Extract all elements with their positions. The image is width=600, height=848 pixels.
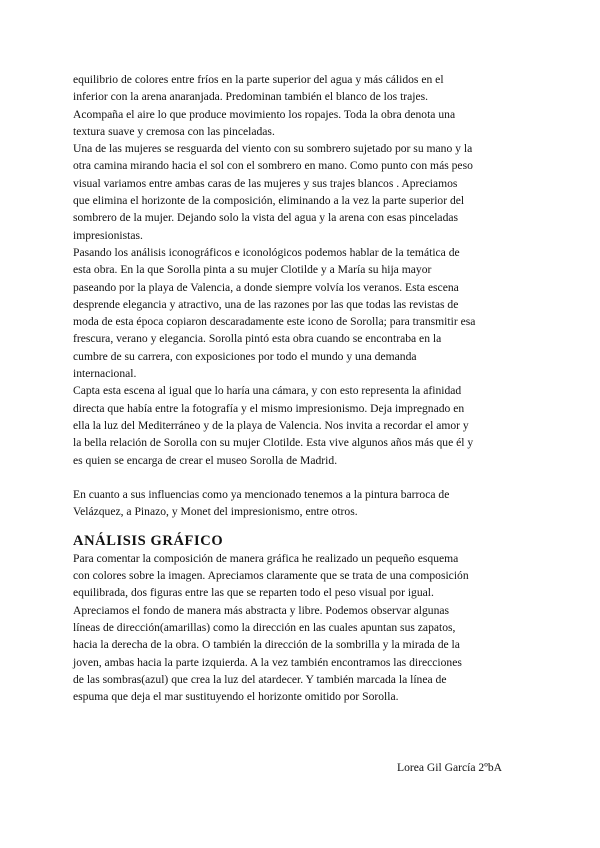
author-signature: Lorea Gil García 2ºbA [397, 761, 502, 774]
text-line: equilibrio de colores entre fríos en la parte superior del agua y más cálidos en el [73, 73, 444, 86]
text-line: equilibrada, dos figuras entre las que se reparten todo el peso visual por igual. [73, 586, 434, 600]
text-line: internacional. [73, 367, 137, 381]
text-line: inferior con la arena anaranjada. Predominan también el blanco de los trajes. [73, 90, 429, 104]
text-line: ella la luz del Mediterráneo y de la playa de Valencia. Nos invita a recordar el amor y [73, 418, 469, 432]
text-line: esta obra. En la que Sorolla pinta a su mujer Clotilde y a María su hija mayor [73, 263, 432, 277]
text-line: Pasando los análisis iconográficos e iconológicos podemos hablar de la temática de [73, 245, 460, 259]
text-line: En cuanto a sus influencias como ya mencionado tenemos a la pintura barroca de [73, 488, 450, 502]
text-line: cumbre de su carrera, con exposiciones por todo el mundo y una demanda [73, 349, 417, 363]
text-line: Apreciamos el fondo de manera más abstracta y libre. Podemos observar algunas [73, 603, 450, 617]
text-line: impresionistas. [73, 228, 143, 242]
text-line: que elimina el horizonte de la composición, eliminando a la vez la parte superior del [73, 194, 465, 208]
body-text [73, 71, 535, 705]
text-line: Acompaña el aire lo que produce movimiento los ropajes. Toda la obra denota una [73, 107, 456, 121]
paragraph-spacer [73, 469, 535, 486]
section-heading: ANÁLISIS GRÁFICO [73, 532, 224, 549]
text-line: de las sombras(azul) que crea la luz del atardecer. Y también marcada la línea de [73, 672, 447, 686]
text-line: paseando por la playa de Valencia, a donde siempre volvía los veranos. Esta escena [73, 280, 459, 294]
text-line: joven, ambas hacia la parte izquierda. A la vez también encontramos las direcciones [73, 655, 462, 669]
text-line: con colores sobre la imagen. Apreciamos claramente que se trata de una composición [73, 569, 469, 583]
text-line: desprende elegancia y atractivo, una de las razones por las que todas las revistas de [73, 297, 459, 311]
paragraph-camera [73, 382, 535, 468]
paragraph-iconography [73, 244, 535, 382]
text-line: Para comentar la composición de manera gráfica he realizado un pequeño esquema [73, 551, 459, 565]
text-line: Una de las mujeres se resguarda del viento con su sombrero sujetado por su mano y la [73, 142, 473, 156]
text-line: sombrero de la mujer. Dejando solo la vista del agua y la arena con esas pinceladas [73, 211, 459, 225]
text-line: líneas de dirección(amarillas) como la dirección en las cuales apuntan sus zapatos, [73, 620, 456, 634]
text-line: textura suave y cremosa con las pinceladas. [73, 124, 275, 138]
text-line: es quien se encarga de crear el museo Sorolla de Madrid. [73, 453, 338, 467]
text-line: visual variamos entre ambas caras de las mujeres y sus trajes blancos . Apreciamos [73, 176, 458, 190]
paragraph-colors [73, 71, 535, 140]
text-line: hacia la derecha de la obra. O también la dirección de la sombrilla y la mirada de la [73, 638, 460, 652]
paragraph-analysis [73, 550, 535, 706]
text-line: moda de esta época copiaron descaradamente este icono de Sorolla; para transmitir esa [73, 315, 476, 329]
text-line: Velázquez, a Pinazo, y Monet del impresionismo, entre otros. [73, 505, 358, 519]
text-line: Capta esta escena al igual que lo haría una cámara, y con esto representa la afinidad [73, 384, 462, 398]
paragraph-influences [73, 486, 535, 521]
text-line: la bella relación de Sorolla con su mujer Clotilde. Esta vive algunos años más que él y [73, 436, 474, 450]
text-line: directa que había entre la fotografía y el mismo impresionismo. Deja impregnado en [73, 401, 465, 415]
paragraph-women [73, 140, 535, 244]
text-line: otra camina mirando hacia el sol con el sombrero en mano. Como punto con más peso [73, 159, 473, 173]
text-line: espuma que deja el mar sustituyendo el horizonte omitido por Sorolla. [73, 690, 399, 704]
text-line: frescura, verano y elegancia. Sorolla pintó esta obra cuando se encontraba en la [73, 332, 442, 346]
